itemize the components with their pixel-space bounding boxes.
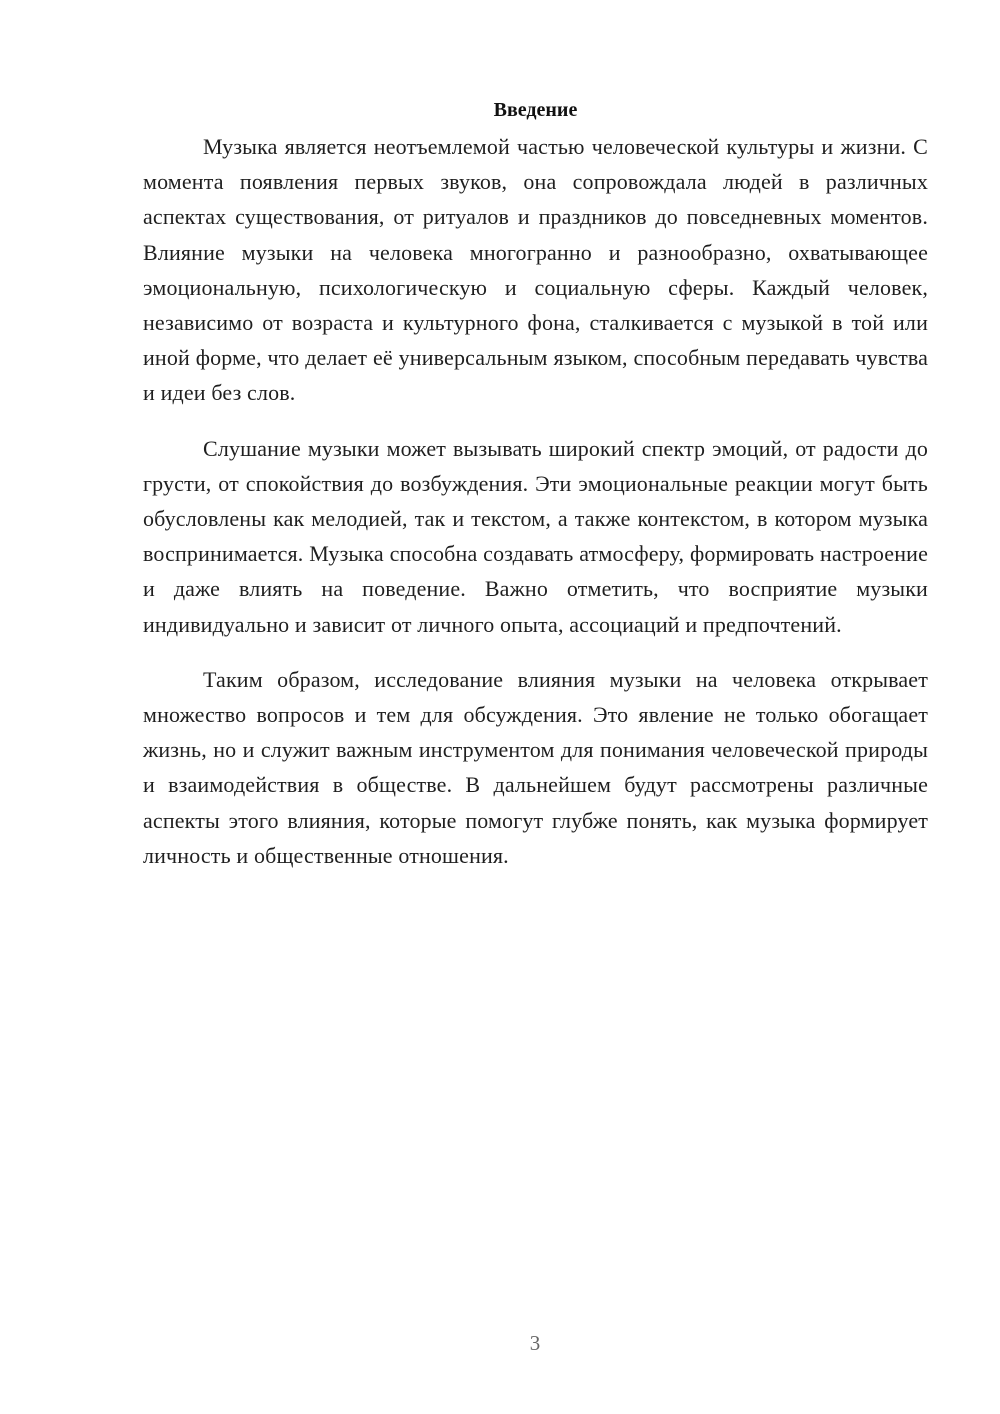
paragraph-3: Таким образом, исследование влияния музыки на человека открывает множество вопросов и тем для обсуждения. Это явление не только обогащает жизнь, но и служит важным инструментом для понимания человеческой природы и взаимодействия в обществе. В дальнейшем будут рассмотрены различные аспекты этого влияния, которые помогут глубже понять, как музыка формирует личность и общественные отношения.: [143, 666, 928, 868]
section-title: Введение: [493, 99, 578, 121]
page-number: 3: [529, 1331, 541, 1355]
page-content: [143, 93, 928, 893]
paragraph-2: Слушание музыки может вызывать широкий спектр эмоций, от радости до грусти, от спокойствия до возбуждения. Эти эмоциональные реакции могут быть обусловлены как мелодией, так и текстом, а также контекстом, в котором музыка воспринимается. Музыка способна создавать атмосферу, формировать настроение и даже влиять на поведение. Важно отметить, что восприятие музыки индивидуально и зависит от личного опыта, ассоциаций и предпочтений.: [143, 435, 928, 637]
paragraph-1: Музыка является неотъемлемой частью человеческой культуры и жизни. С момента появления первых звуков, она сопровождала людей в различных аспектах существования, от ритуалов и праздников до повседневных моментов. Влияние музыки на человека многогранно и разнообразно, охватывающее эмоциональную, психологическую и социальную сферы. Каждый человек, независимо от возраста и культурного фона, сталкивается с музыкой в той или иной форме, что делает её универсальным языком, способным передавать чувства и идеи без слов.: [143, 134, 928, 406]
